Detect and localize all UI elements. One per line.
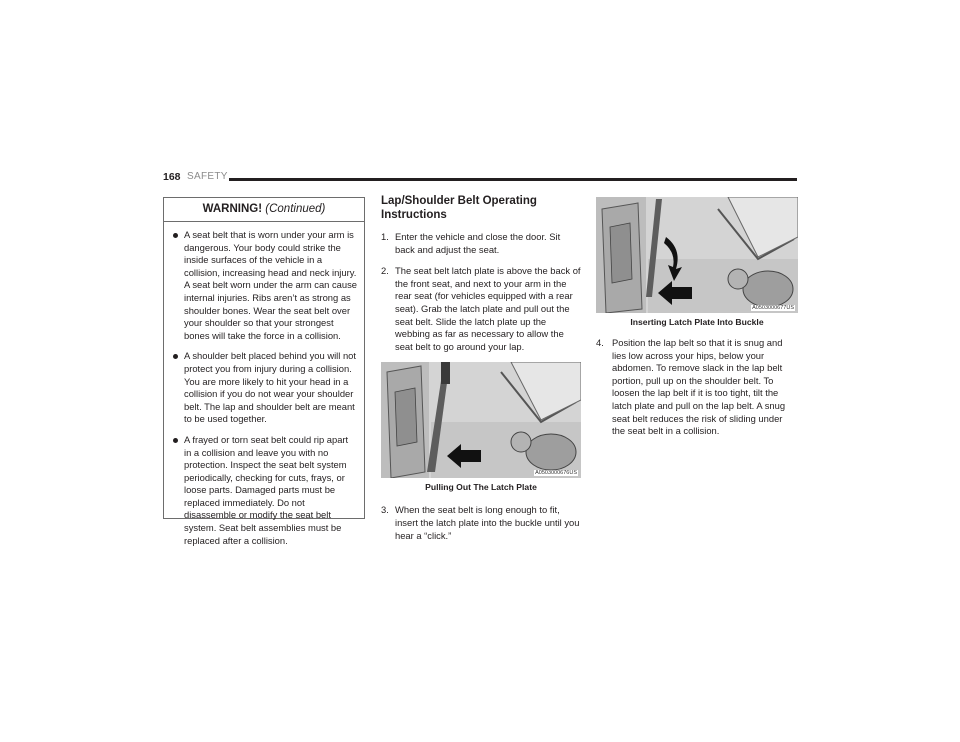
- warning-item: A seat belt that is worn under your arm is dangerous. Your body could strike the inside surfaces of the vehicle in a collision, increasing head and neck injury. A seat belt worn under the arm can cause internal injuries. Ribs aren’t as strong as shoulder bones. Wear the seat belt over your shoulder so that your strongest bones will take the force in a collision.: [173, 229, 358, 342]
- header-rule: [229, 178, 797, 181]
- figure-caption: Inserting Latch Plate Into Buckle: [630, 317, 764, 327]
- figure-code: A0503000677US: [752, 305, 794, 311]
- warning-item: A shoulder belt placed behind you will not protect you from injury during a collision. You are more likely to hit your head in a collision if you do not wear your shoulder belt. The lap and shoulder belt are meant to be used together.: [173, 350, 358, 426]
- instructions-heading: Lap/Shoulder Belt Operating Instructions: [381, 195, 537, 221]
- warning-box: [163, 197, 365, 546]
- figure-code: A0503000676US: [535, 470, 577, 477]
- warning-list: [164, 222, 364, 547]
- buckle-illustration: [596, 197, 798, 313]
- warning-item: A frayed or torn seat belt could rip apart in a collision and leave you with no protection. Inspect the seat belt system periodically, checking for cuts, frays, or loose parts. Damaged parts must be replaced immediately. Do not disassemble or modify the seat belt system. Seat belt assemblies must be replaced after a collision.: [173, 434, 358, 547]
- warning-title-suffix: (Continued): [265, 203, 326, 215]
- section-title: SAFETY: [187, 171, 228, 182]
- right-column: [596, 197, 798, 447]
- figure-inserting-latch-plate: [596, 197, 798, 313]
- bullet-icon: [173, 354, 178, 359]
- page-header: [163, 171, 797, 187]
- step-4: 4. Position the lap belt so that it is snug and lies low across your hips, below your abdomen. To remove slack in the lap belt portion, pull up on the shoulder belt. To loosen the lap belt if it is too tight, tilt the latch plate and pull on the lap belt. A snug seat belt reduces the risk of sliding under the seat belt in a collision.: [596, 337, 786, 437]
- seat-belt-illustration: [381, 362, 581, 478]
- step-3: 3. When the seat belt is long enough to fit, insert the latch plate into the buckle until you hear a “click.”: [381, 504, 580, 541]
- instructions-column: [381, 194, 581, 551]
- bullet-icon: [173, 438, 178, 443]
- figure-caption: Pulling Out The Latch Plate: [425, 482, 537, 493]
- step-1: 1. Enter the vehicle and close the door. Sit back and adjust the seat.: [381, 231, 561, 255]
- page-number: 168: [163, 171, 181, 183]
- warning-header: [164, 198, 364, 222]
- bullet-icon: [173, 233, 178, 238]
- step-2: 2. The seat belt latch plate is above the back of the front seat, and next to your arm in the rear seat (for vehicles equipped with a rear seat). Grab the latch plate and pull out the seat belt. Slide the latch plate up the webbing as far as necessary to allow the seat belt to go around your lap.: [381, 265, 581, 352]
- figure-pulling-latch-plate: [381, 362, 581, 478]
- warning-title: WARNING!: [202, 203, 263, 215]
